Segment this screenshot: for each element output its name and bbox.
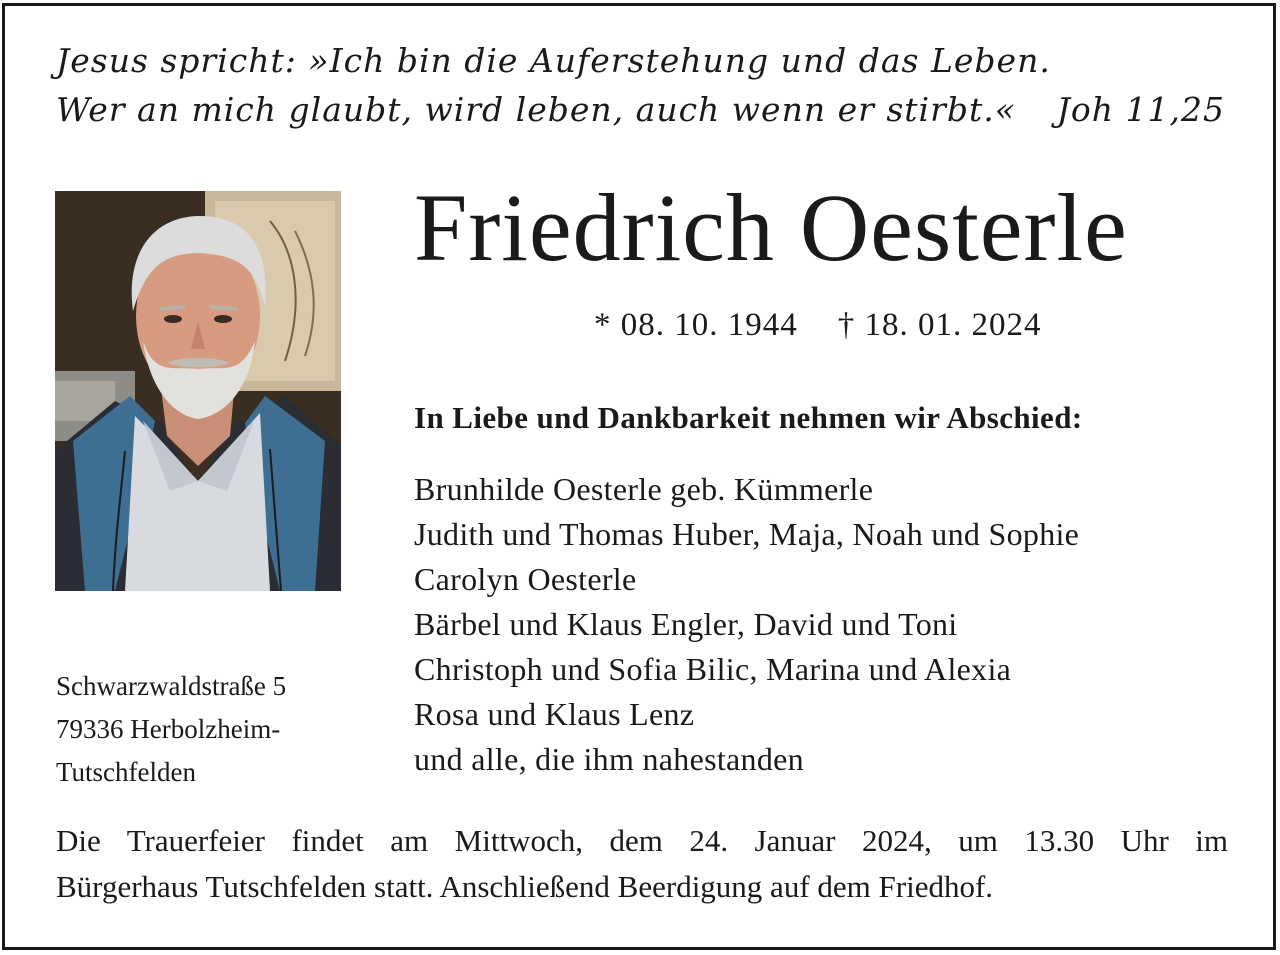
address-city: 79336 Herbolzheim- — [56, 714, 281, 744]
mourner-entry: Carolyn Oesterle — [414, 561, 637, 597]
birth-date: * 08. 10. 1944 — [594, 307, 798, 343]
mourner-entry: Christoph und Sofia Bilic, Marina und Alexia — [414, 651, 1012, 687]
mourners-list — [414, 467, 1079, 782]
address-district: Tutschfelden — [56, 757, 196, 787]
mourner-entry: Brunhilde Oesterle geb. Kümmerle — [414, 471, 874, 507]
funeral-text-line-1: Die Trauerfeier findet am Mittwoch, dem 24. Januar 2024, um 13.30 Uhr im — [56, 823, 1228, 858]
mourner-entry: Judith und Thomas Huber, Maja, Noah und Sophie — [414, 516, 1080, 552]
farewell-heading: In Liebe und Dankbarkeit nehmen wir Abschied: — [414, 400, 1083, 435]
mourner-entry: und alle, die ihm nahestanden — [414, 741, 804, 777]
death-date: † 18. 01. 2024 — [837, 307, 1042, 343]
bible-verse-line-2: Wer an mich glaubt, wird leben, auch wenn er stirbt.« — [56, 90, 1016, 129]
deceased-name: Friedrich Oesterle — [414, 174, 1128, 281]
bible-verse-line-1: Jesus spricht: »Ich bin die Auferstehung und das Leben. — [56, 41, 1051, 80]
portrait-photo — [55, 191, 341, 591]
funeral-text-line-2: Bürgerhaus Tutschfelden statt. Anschließend Beerdigung auf dem Friedhof. — [56, 869, 994, 904]
funeral-announcement — [56, 818, 1228, 910]
bible-verse-reference: Joh 11,25 — [1056, 90, 1225, 129]
mourner-entry: Bärbel und Klaus Engler, David und Toni — [414, 606, 958, 642]
family-address — [56, 665, 286, 794]
life-dates — [594, 309, 1042, 342]
mourner-entry: Rosa und Klaus Lenz — [414, 696, 695, 732]
address-street: Schwarzwaldstraße 5 — [56, 671, 287, 701]
